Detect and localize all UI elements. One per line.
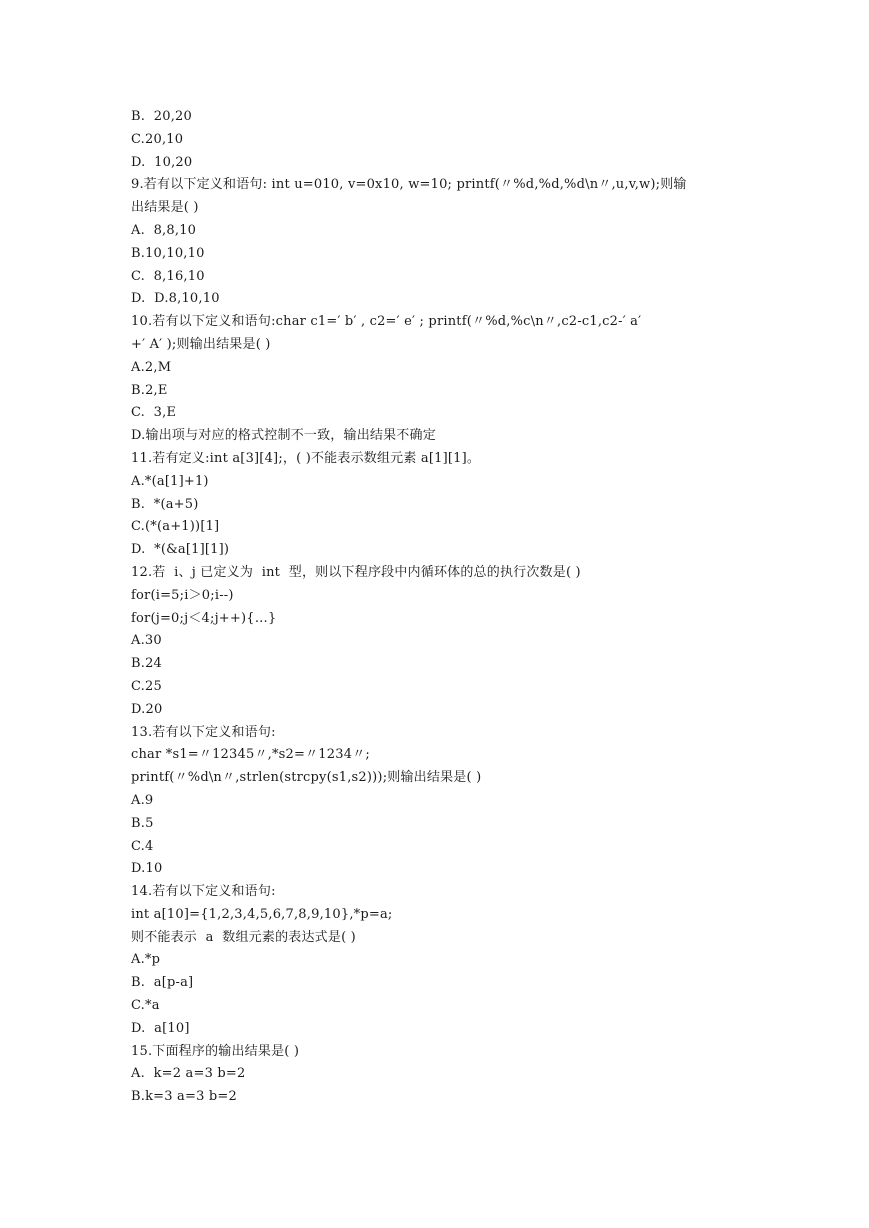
text-line: A.30 [131, 633, 162, 649]
text-line: 出结果是( ) [131, 200, 199, 216]
text-line: D.20 [131, 701, 163, 717]
text-line: 15.下面程序的输出结果是( ) [131, 1043, 300, 1059]
text-line: C. 8,16,10 [131, 268, 205, 284]
text-line: char *s1=〃12345〃,*s2=〃1234〃; [131, 747, 370, 763]
text-line: B. *(a+5) [131, 496, 199, 512]
text-line: 9.若有以下定义和语句: int u=010, v=0x10, w=10; printf(〃%d,%d,%d\n〃,u,v,w);则输 [131, 177, 687, 193]
text-line: B.k=3 a=3 b=2 [131, 1089, 237, 1105]
text-line: A. k=2 a=3 b=2 [131, 1066, 246, 1082]
text-line: for(j=0;j＜4;j++){…} [131, 610, 277, 626]
text-line: C.25 [131, 678, 162, 694]
text-line: D. 10,20 [131, 154, 193, 170]
text-line: int a[10]={1,2,3,4,5,6,7,8,9,10},*p=a; [131, 906, 393, 922]
text-line: 12.若 i、j 已定义为 int 型，则以下程序段中内循环体的总的执行次数是( ) [131, 564, 581, 580]
text-line: +′ A′ );则输出结果是( ) [131, 336, 271, 352]
text-line: C. 3,E [131, 405, 177, 421]
text-line: C.4 [131, 838, 154, 854]
text-line: 11.若有定义:int a[3][4];，( )不能表示数组元素 a[1][1]。 [131, 450, 481, 466]
text-line: D.10 [131, 861, 163, 877]
text-line: 14.若有以下定义和语句: [131, 884, 276, 900]
text-line: A.2,M [131, 359, 172, 375]
text-line: B.5 [131, 815, 154, 831]
text-line: D. D.8,10,10 [131, 291, 220, 307]
text-line: 则不能表示 a 数组元素的表达式是( ) [131, 929, 356, 945]
text-line: 10.若有以下定义和语句:char c1=′ b′ , c2=′ e′ ; printf(〃%d,%c\n〃,c2-c1,c2-′ a′ [131, 314, 642, 330]
text-line: B.24 [131, 656, 163, 672]
text-line: A.*(a[1]+1) [131, 473, 209, 489]
text-line: D. a[10] [131, 1020, 190, 1036]
text-line: printf(〃%d\n〃,strlen(strcpy(s1,s2)));则输出结果是( ) [131, 770, 482, 786]
text-line: for(i=5;i＞0;i--) [131, 587, 234, 603]
text-line: 13.若有以下定义和语句: [131, 724, 276, 740]
text-line: C.(*(a+1))[1] [131, 519, 220, 535]
text-line: A.*p [131, 952, 161, 968]
text-line: B. 20,20 [131, 109, 192, 124]
text-line: B.10,10,10 [131, 245, 205, 261]
text-line: A.9 [131, 792, 154, 808]
text-line: B. a[p-a] [131, 975, 194, 991]
text-line: D. *(&a[1][1]) [131, 542, 230, 558]
text-line: D.输出项与对应的格式控制不一致，输出结果不确定 [131, 428, 436, 444]
text-line: A. 8,8,10 [131, 222, 197, 238]
document-body [131, 106, 751, 1109]
text-line: C.*a [131, 998, 160, 1014]
text-line: C.20,10 [131, 131, 184, 147]
text-line: B.2,E [131, 382, 168, 398]
